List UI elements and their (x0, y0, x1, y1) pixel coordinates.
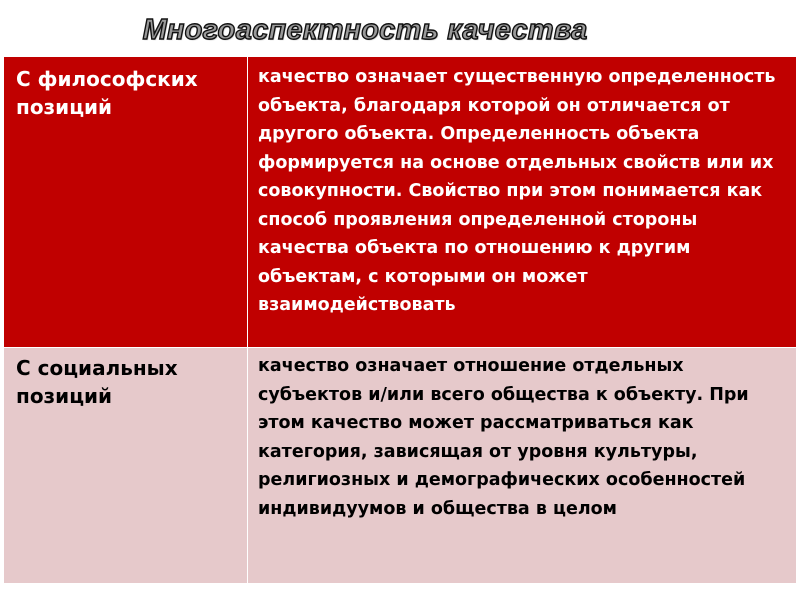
table-row-philosophical (4, 57, 797, 348)
row-heading-cell (4, 348, 248, 584)
row-text-philosophical: качество означает существенную определенность объекта, благодаря которой он отличается от другого объекта. Определенность объекта формируется на основе отдельных свойств или их совокупности. Свойство при этом понимается как способ проявления определенной стороны качества объекта по отношению к другим объектам, с которыми он может взаимодействовать (258, 67, 776, 315)
row-text-cell (248, 57, 797, 348)
row-heading-cell (4, 57, 248, 348)
row-text-social: качество означает отношение отдельных субъектов и/или всего общества к объекту. При этом качество может рассматриваться как категория, зависящая от уровня культуры, религиозных и демографических особенностей индивидуумов и общества в целом (258, 356, 749, 519)
row-text-cell (248, 348, 797, 584)
row-heading-philosophical: С философских позиций (16, 67, 198, 119)
slide-title: Многоаспектность качества (142, 14, 588, 46)
quality-aspects-table (3, 56, 797, 584)
table-row-social (4, 348, 797, 584)
row-heading-social: С социальных позиций (16, 356, 178, 408)
